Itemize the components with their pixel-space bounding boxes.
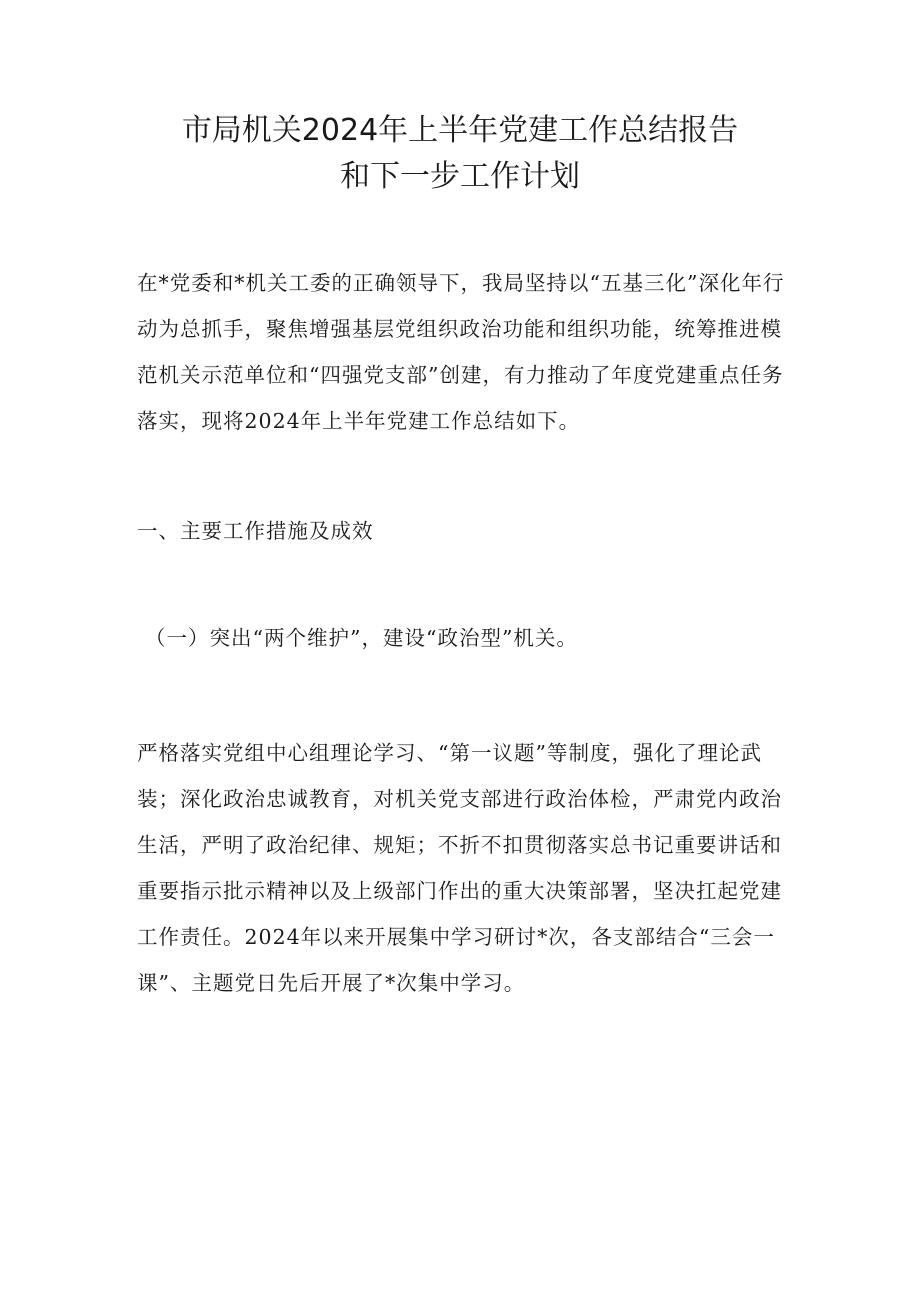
subsection-heading: （一）突出“两个维护”，建设“政治型”机关。 — [145, 626, 578, 650]
title-line-1: 市局机关2024年上半年党建工作总结报告 — [181, 113, 739, 148]
document-title — [0, 108, 920, 200]
section-heading: 一、主要工作措施及成效 — [137, 519, 374, 543]
intro-paragraph: 在*党委和*机关工委的正确领导下，我局坚持以“五基三化”深化年行动为总抓手，聚焦增强基层党组织政治功能和组织功能，统筹推进模范机关示范单位和“四强党支部”创建，有力推动了年度党建重点任务落实，现将2024年上半年党建工作总结如下。 — [137, 271, 785, 433]
title-line-2: 和下一步工作计划 — [340, 159, 580, 194]
body-paragraph: 严格落实党组中心组理论学习、“第一议题”等制度，强化了理论武装；深化政治忠诚教育，对机关党支部进行政治体检，严肃党内政治生活，严明了政治纪律、规矩；不折不扣贯彻落实总书记重要讲话和重要指示批示精神以及上级部门作出的重大决策部署，坚决扛起党建工作责任。2024年以来开展集中学习研讨*次，各支部结合“三会一课”、主题党日先后开展了*次集中学习。 — [137, 741, 782, 995]
